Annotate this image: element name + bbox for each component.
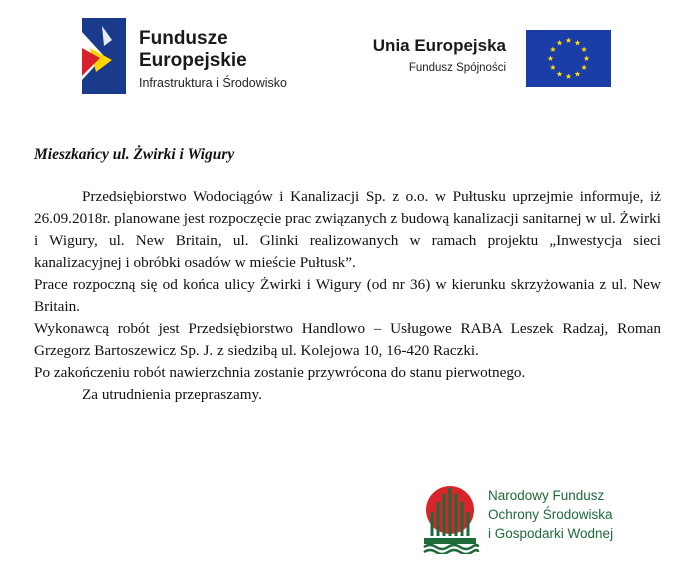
document-body [34,186,661,406]
paragraph-start-location: Prace rozpoczną się od końca ulicy Żwirki i Wigury (od nr 36) w kierunku skrzyżowania z ul. New Britain. [34,276,661,315]
fundusze-line1: Fundusze [139,28,228,49]
unia-europejska-logo [358,30,618,92]
paragraph-restoration: Po zakończeniu robót nawierzchnia zostanie przywrócona do stanu pierwotnego. [34,364,526,381]
unia-line1: Unia Europejska [372,36,506,55]
nfosigw-emblem-icon [420,480,480,554]
nfosigw-logo [420,480,680,556]
fundusze-line3: Infrastruktura i Środowisko [139,76,287,90]
paragraph-apology: Za utrudnienia przepraszamy. [82,386,262,403]
document-heading: Mieszkańcy ul. Żwirki i Wigury [34,146,235,163]
unia-line2: Fundusz Spójności [408,62,506,74]
fundusze-europejskie-logo [82,18,322,98]
nfosigw-line3: i Gospodarki Wodnej [488,526,614,541]
fundusze-line2: Europejskie [139,50,247,71]
nfosigw-line1: Narodowy Fundusz [488,488,605,503]
fundusze-europejskie-flag-icon [82,18,126,94]
paragraph-contractor: Wykonawcą robót jest Przedsiębiorstwo Handlowo – Usługowe RABA Leszek Radzaj, Roman Grzegorz Bartoszewicz Sp. J. z siedzibą ul. Kolejowa 10, 16-420 Raczki. [34,320,661,359]
eu-flag-icon [526,30,611,87]
nfosigw-line2: Ochrony Środowiska [488,507,613,522]
paragraph-announcement: Przedsiębiorstwo Wodociągów i Kanalizacji Sp. z o.o. w Pułtusku uprzejmie informuje, iż 26.09.2018r. planowane jest rozpoczęcie prac związanych z budową kanalizacji sanitarnej w ul. Żwirki i Wigury, ul. New Britain, ul. Glinki realizowanych w ramach projektu „Inwestycja sieci kanalizacyjnej i obróbki osadów w mieście Pułtusk”. [34,188,661,271]
